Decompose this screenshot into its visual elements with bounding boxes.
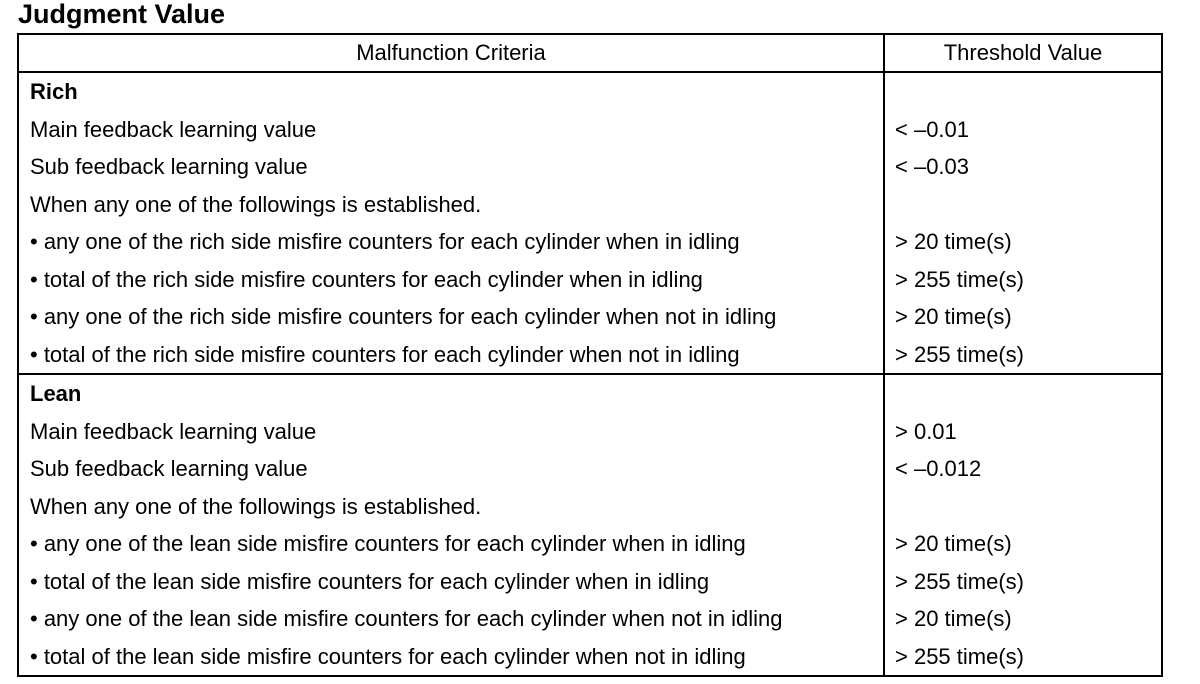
table-row: [18, 563, 1162, 601]
criteria-cell: • total of the rich side misfire counters for each cylinder when not in idling: [18, 336, 884, 375]
threshold-cell: > 255 time(s): [884, 336, 1162, 375]
threshold-cell: [884, 186, 1162, 224]
criteria-cell: • total of the rich side misfire counters for each cylinder when in idling: [18, 261, 884, 299]
criteria-cell: When any one of the followings is established.: [18, 488, 884, 526]
page-title: Judgment Value: [18, 0, 226, 29]
section-heading-row-lean: [18, 374, 1162, 413]
table-row: [18, 298, 1162, 336]
threshold-cell: > 20 time(s): [884, 525, 1162, 563]
criteria-cell: • any one of the lean side misfire counters for each cylinder when in idling: [18, 525, 884, 563]
threshold-cell: > 255 time(s): [884, 638, 1162, 677]
threshold-cell: [884, 488, 1162, 526]
threshold-cell: > 20 time(s): [884, 600, 1162, 638]
criteria-cell: • any one of the lean side misfire counters for each cylinder when not in idling: [18, 600, 884, 638]
threshold-cell: < –0.03: [884, 148, 1162, 186]
table-row: [18, 638, 1162, 677]
section-heading-lean: Lean: [18, 374, 884, 413]
threshold-cell: < –0.01: [884, 111, 1162, 149]
section-heading-rich: Rich: [18, 72, 884, 111]
table-row: [18, 186, 1162, 224]
table-row: [18, 223, 1162, 261]
section-heading-value: [884, 374, 1162, 413]
header-malfunction-criteria: Malfunction Criteria: [18, 34, 884, 72]
threshold-cell: > 255 time(s): [884, 261, 1162, 299]
table-row: [18, 111, 1162, 149]
table-row: [18, 525, 1162, 563]
threshold-cell: > 20 time(s): [884, 223, 1162, 261]
header-threshold-value: Threshold Value: [884, 34, 1162, 72]
criteria-cell: When any one of the followings is established.: [18, 186, 884, 224]
table-row: [18, 413, 1162, 451]
table-row: [18, 336, 1162, 375]
criteria-cell: Main feedback learning value: [18, 111, 884, 149]
criteria-cell: Sub feedback learning value: [18, 148, 884, 186]
table-row: [18, 148, 1162, 186]
criteria-cell: • total of the lean side misfire counters for each cylinder when not in idling: [18, 638, 884, 677]
table-header-row: [18, 34, 1162, 72]
criteria-cell: • any one of the rich side misfire counters for each cylinder when not in idling: [18, 298, 884, 336]
criteria-cell: Main feedback learning value: [18, 413, 884, 451]
table-row: [18, 600, 1162, 638]
judgment-value-table: [17, 33, 1163, 677]
section-heading-row-rich: [18, 72, 1162, 111]
criteria-cell: Sub feedback learning value: [18, 450, 884, 488]
threshold-cell: > 20 time(s): [884, 298, 1162, 336]
criteria-cell: • total of the lean side misfire counters for each cylinder when in idling: [18, 563, 884, 601]
section-heading-value: [884, 72, 1162, 111]
table-row: [18, 488, 1162, 526]
table-row: [18, 450, 1162, 488]
threshold-cell: > 255 time(s): [884, 563, 1162, 601]
criteria-cell: • any one of the rich side misfire counters for each cylinder when in idling: [18, 223, 884, 261]
threshold-cell: > 0.01: [884, 413, 1162, 451]
table-row: [18, 261, 1162, 299]
table-body: [18, 72, 1162, 676]
threshold-cell: < –0.012: [884, 450, 1162, 488]
